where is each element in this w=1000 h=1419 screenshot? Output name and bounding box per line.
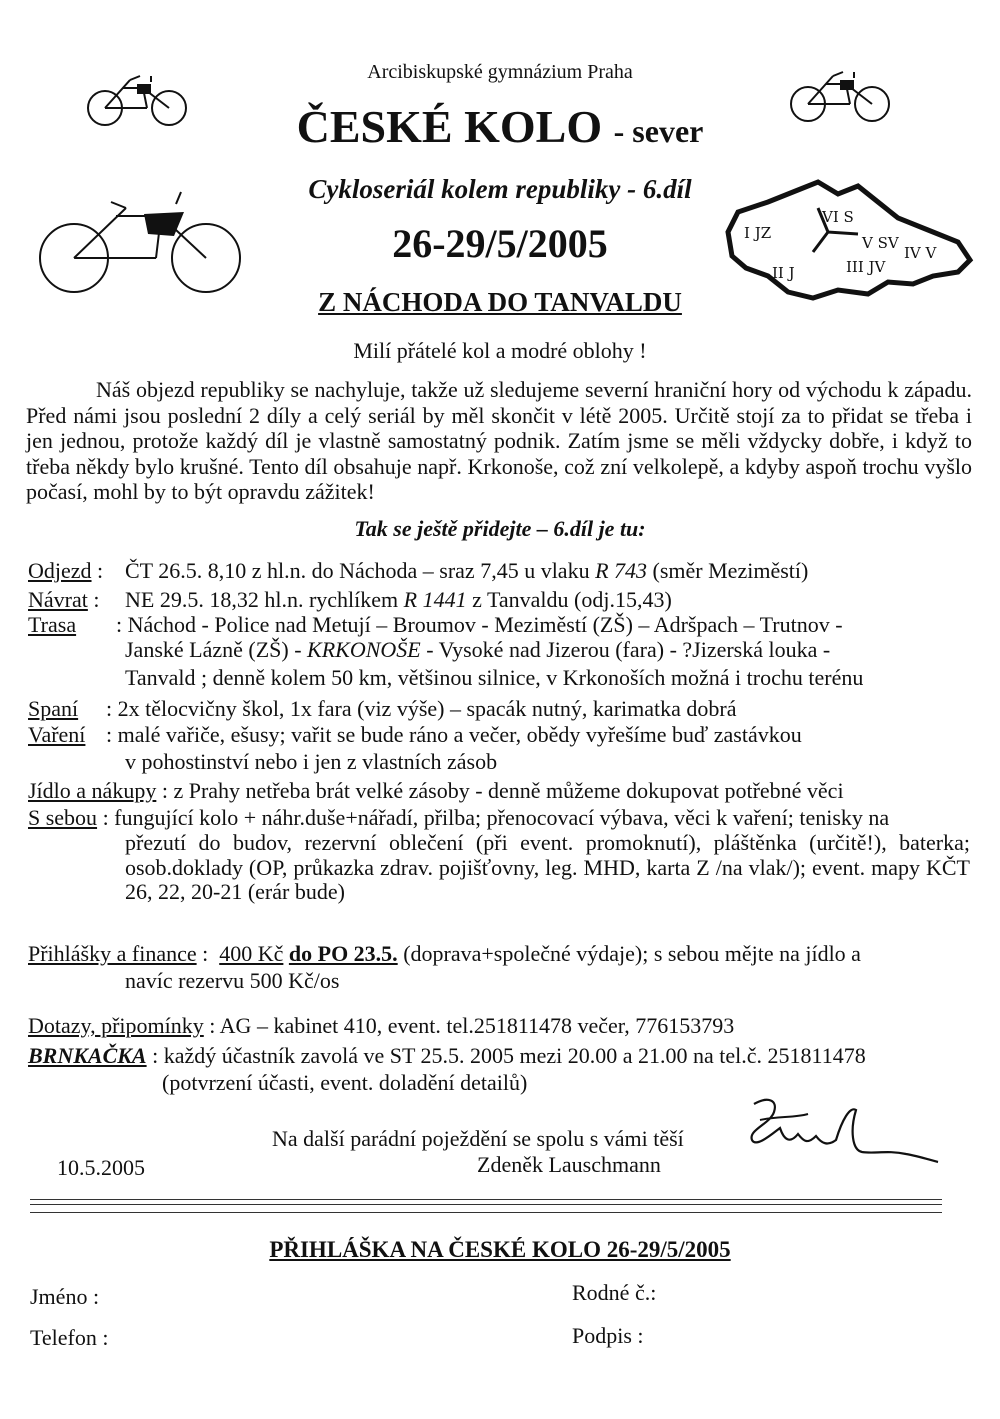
detail-label: Trasa: [28, 612, 77, 637]
contact-row: Dotazy, připomínky : AG – kabinet 410, event. tel.251811478 večer, 776153793: [28, 1013, 735, 1038]
intro-paragraph: Náš objezd republiky se nachyluje, takže už sledujeme severní hraniční hory od východu k západu. Před námi jsou poslední 2 díly a celý seriál by měl skončit v létě 2005. Určitě stojí za to přidat se třeba i jen jednou, protože každý díl je vlastně samostatný podnik. Zatím jsme se měli vždycky dobře, i když to třeba někdy bylo krušné. Tento díl obsahuje např. Krkonoše, což zní velkolepě, a kdyby aspoň trochu vyšlo počasí, mohl by to být opravdu zážitek!: [26, 377, 972, 505]
signature-icon: [738, 1090, 948, 1180]
greeting: Milí přátelé kol a modré oblohy !: [353, 338, 647, 363]
detail-navrat: Návrat : NE 29.5. 18,32 hl.n. rychlíkem R 1441 z Tanvaldu (odj.15,43): [28, 587, 672, 612]
page-title: [240, 100, 760, 153]
sebou-continued: přezutí do budov, rezervní oblečení (při event. promoknutí), pláštěnka (určitě!), baterka; osob.doklady (OP, průkazka zdrav. pojišťovny, leg. MHD, karta Z /na vlak/); event. mapy KČT 26, 22, 20-21 (erár bude): [125, 830, 970, 905]
detail-vareni: [28, 722, 974, 747]
finance-label: Přihlášky a finance: [28, 941, 197, 966]
detail-odjezd: Odjezd : ČT 26.5. 8,10 z hl.n. do Náchoda – sraz 7,45 u vlaku R 743 (směr Meziměstí): [28, 558, 809, 583]
school-name: Arcibiskupské gymnázium Praha: [367, 61, 633, 83]
detail-value: : 2x tělocvičny škol, 1x fara (viz výše) – spacák nutný, karimatka dobrá: [106, 696, 737, 721]
finance-deadline: do PO 23.5.: [288, 941, 398, 966]
detail-value: : fungující kolo + náhr.duše+nářadí, přilba; přenocovací výbava, věci k vaření; tenisky na: [97, 805, 890, 830]
detail-label: S sebou: [28, 805, 98, 830]
czech-map-icon: [718, 172, 978, 312]
finance-row: Přihlášky a finance : 400 Kč do PO 23.5. (doprava+společné výdaje); s sebou mějte na jídlo a: [28, 941, 861, 966]
event-dates: 26-29/5/2005: [392, 221, 608, 266]
form-name-label: Jméno :: [30, 1284, 100, 1309]
detail-value: : z Prahy netřeba brát velké zásoby - denně můžeme dokupovat potřebné věci: [156, 778, 844, 803]
detail-label: Jídlo a nákupy: [28, 778, 157, 803]
brnkacka-row: BRNKAČKA : každý účastník zavolá ve ST 25.5. 2005 mezi 20.00 a 21.00 na tel.č. 251811478: [28, 1043, 866, 1068]
trasa-line-3: Tanvald ; denně kolem 50 km, většinou silnice, v Krkonoších možná i trochu terénu: [125, 665, 864, 690]
brnkacka-label: BRNKAČKA: [28, 1043, 147, 1068]
detail-jidlo: [28, 778, 974, 803]
detail-value: : Náchod - Police nad Metují – Broumov - Meziměstí (ZŠ) – Adršpach – Trutnov -: [116, 612, 843, 637]
detail-value: ČT 26.5. 8,10 z hl.n. do Náchoda – sraz 7,45 u vlaku R 743 (směr Meziměstí): [125, 558, 809, 583]
form-sign-label: Podpis :: [572, 1323, 644, 1348]
detail-label: Spaní: [28, 696, 79, 721]
series-subtitle: Cykloseriál kolem republiky - 6.díl: [308, 174, 692, 204]
detail-sebou: [28, 805, 974, 830]
form-phone-label: Telefon :: [30, 1325, 109, 1350]
detail-label: Návrat: [28, 587, 88, 612]
detail-label: Vaření: [28, 722, 86, 747]
form-birth-label: Rodné č.:: [572, 1280, 657, 1305]
map-region-label: VI S: [822, 208, 854, 226]
finance-line-2: navíc rezervu 500 Kč/os: [125, 968, 340, 993]
detail-spani: [28, 696, 974, 721]
detail-value: : malé vařiče, ešusy; vařit se bude ráno a večer, obědy vyřešíme buď zastávkou: [106, 722, 802, 747]
bicycle-large-icon: [36, 184, 246, 299]
vareni-line-2: v pohostinství nebo i jen z vlastních zásob: [125, 749, 498, 774]
train-number: R 743: [595, 558, 648, 583]
closing-name: Zdeněk Lauschmann: [477, 1152, 661, 1177]
intro-callout: Tak se ještě přidejte – 6.díl je tu:: [354, 516, 646, 541]
closing-date: 10.5.2005: [57, 1155, 145, 1180]
form-title: PŘIHLÁŠKA NA ČESKÉ KOLO 26-29/5/2005: [269, 1237, 731, 1262]
trasa-line-2: Janské Lázně (ZŠ) - KRKONOŠE - Vysoké nad Jizerou (fara) - ?Jizerská louka -: [125, 637, 831, 662]
train-number: R 1441: [403, 587, 467, 612]
form-birth-field[interactable]: [680, 1280, 960, 1308]
route-heading: Z NÁCHODA DO TANVALDU: [318, 287, 682, 317]
contact-label: Dotazy, připomínky: [28, 1013, 204, 1038]
bicycle-small-left-icon: [85, 70, 195, 132]
brnkacka-line-2: (potvrzení účasti, event. doladění detailů): [162, 1070, 528, 1095]
closing-line: Na další parádní poježdění se spolu s vámi těší: [272, 1126, 684, 1151]
separator-line: [30, 1204, 942, 1205]
map-region-label: IV V: [904, 244, 937, 262]
form-name-field[interactable]: [150, 1282, 530, 1310]
separator-line: [30, 1212, 942, 1213]
map-region-label: II J: [772, 264, 795, 282]
detail-label: Odjezd: [28, 558, 92, 583]
bicycle-small-right-icon: [788, 66, 898, 128]
title-main: ČESKÉ KOLO: [296, 101, 603, 152]
form-phone-field[interactable]: [150, 1322, 530, 1350]
title-suffix: - sever: [613, 113, 704, 149]
map-region-label: V SV: [862, 234, 899, 252]
detail-value: NE 29.5. 18,32 hl.n. rychlíkem R 1441 z Tanvaldu (odj.15,43): [125, 587, 672, 612]
form-sign-field[interactable]: [680, 1320, 960, 1348]
detail-trasa: [28, 612, 974, 637]
map-region-label: I JZ: [744, 224, 772, 242]
krkonose-label: KRKONOŠE: [307, 637, 421, 662]
separator-line: [30, 1199, 942, 1200]
finance-amount: 400 Kč: [219, 941, 284, 966]
map-region-label: III JV: [846, 258, 886, 276]
